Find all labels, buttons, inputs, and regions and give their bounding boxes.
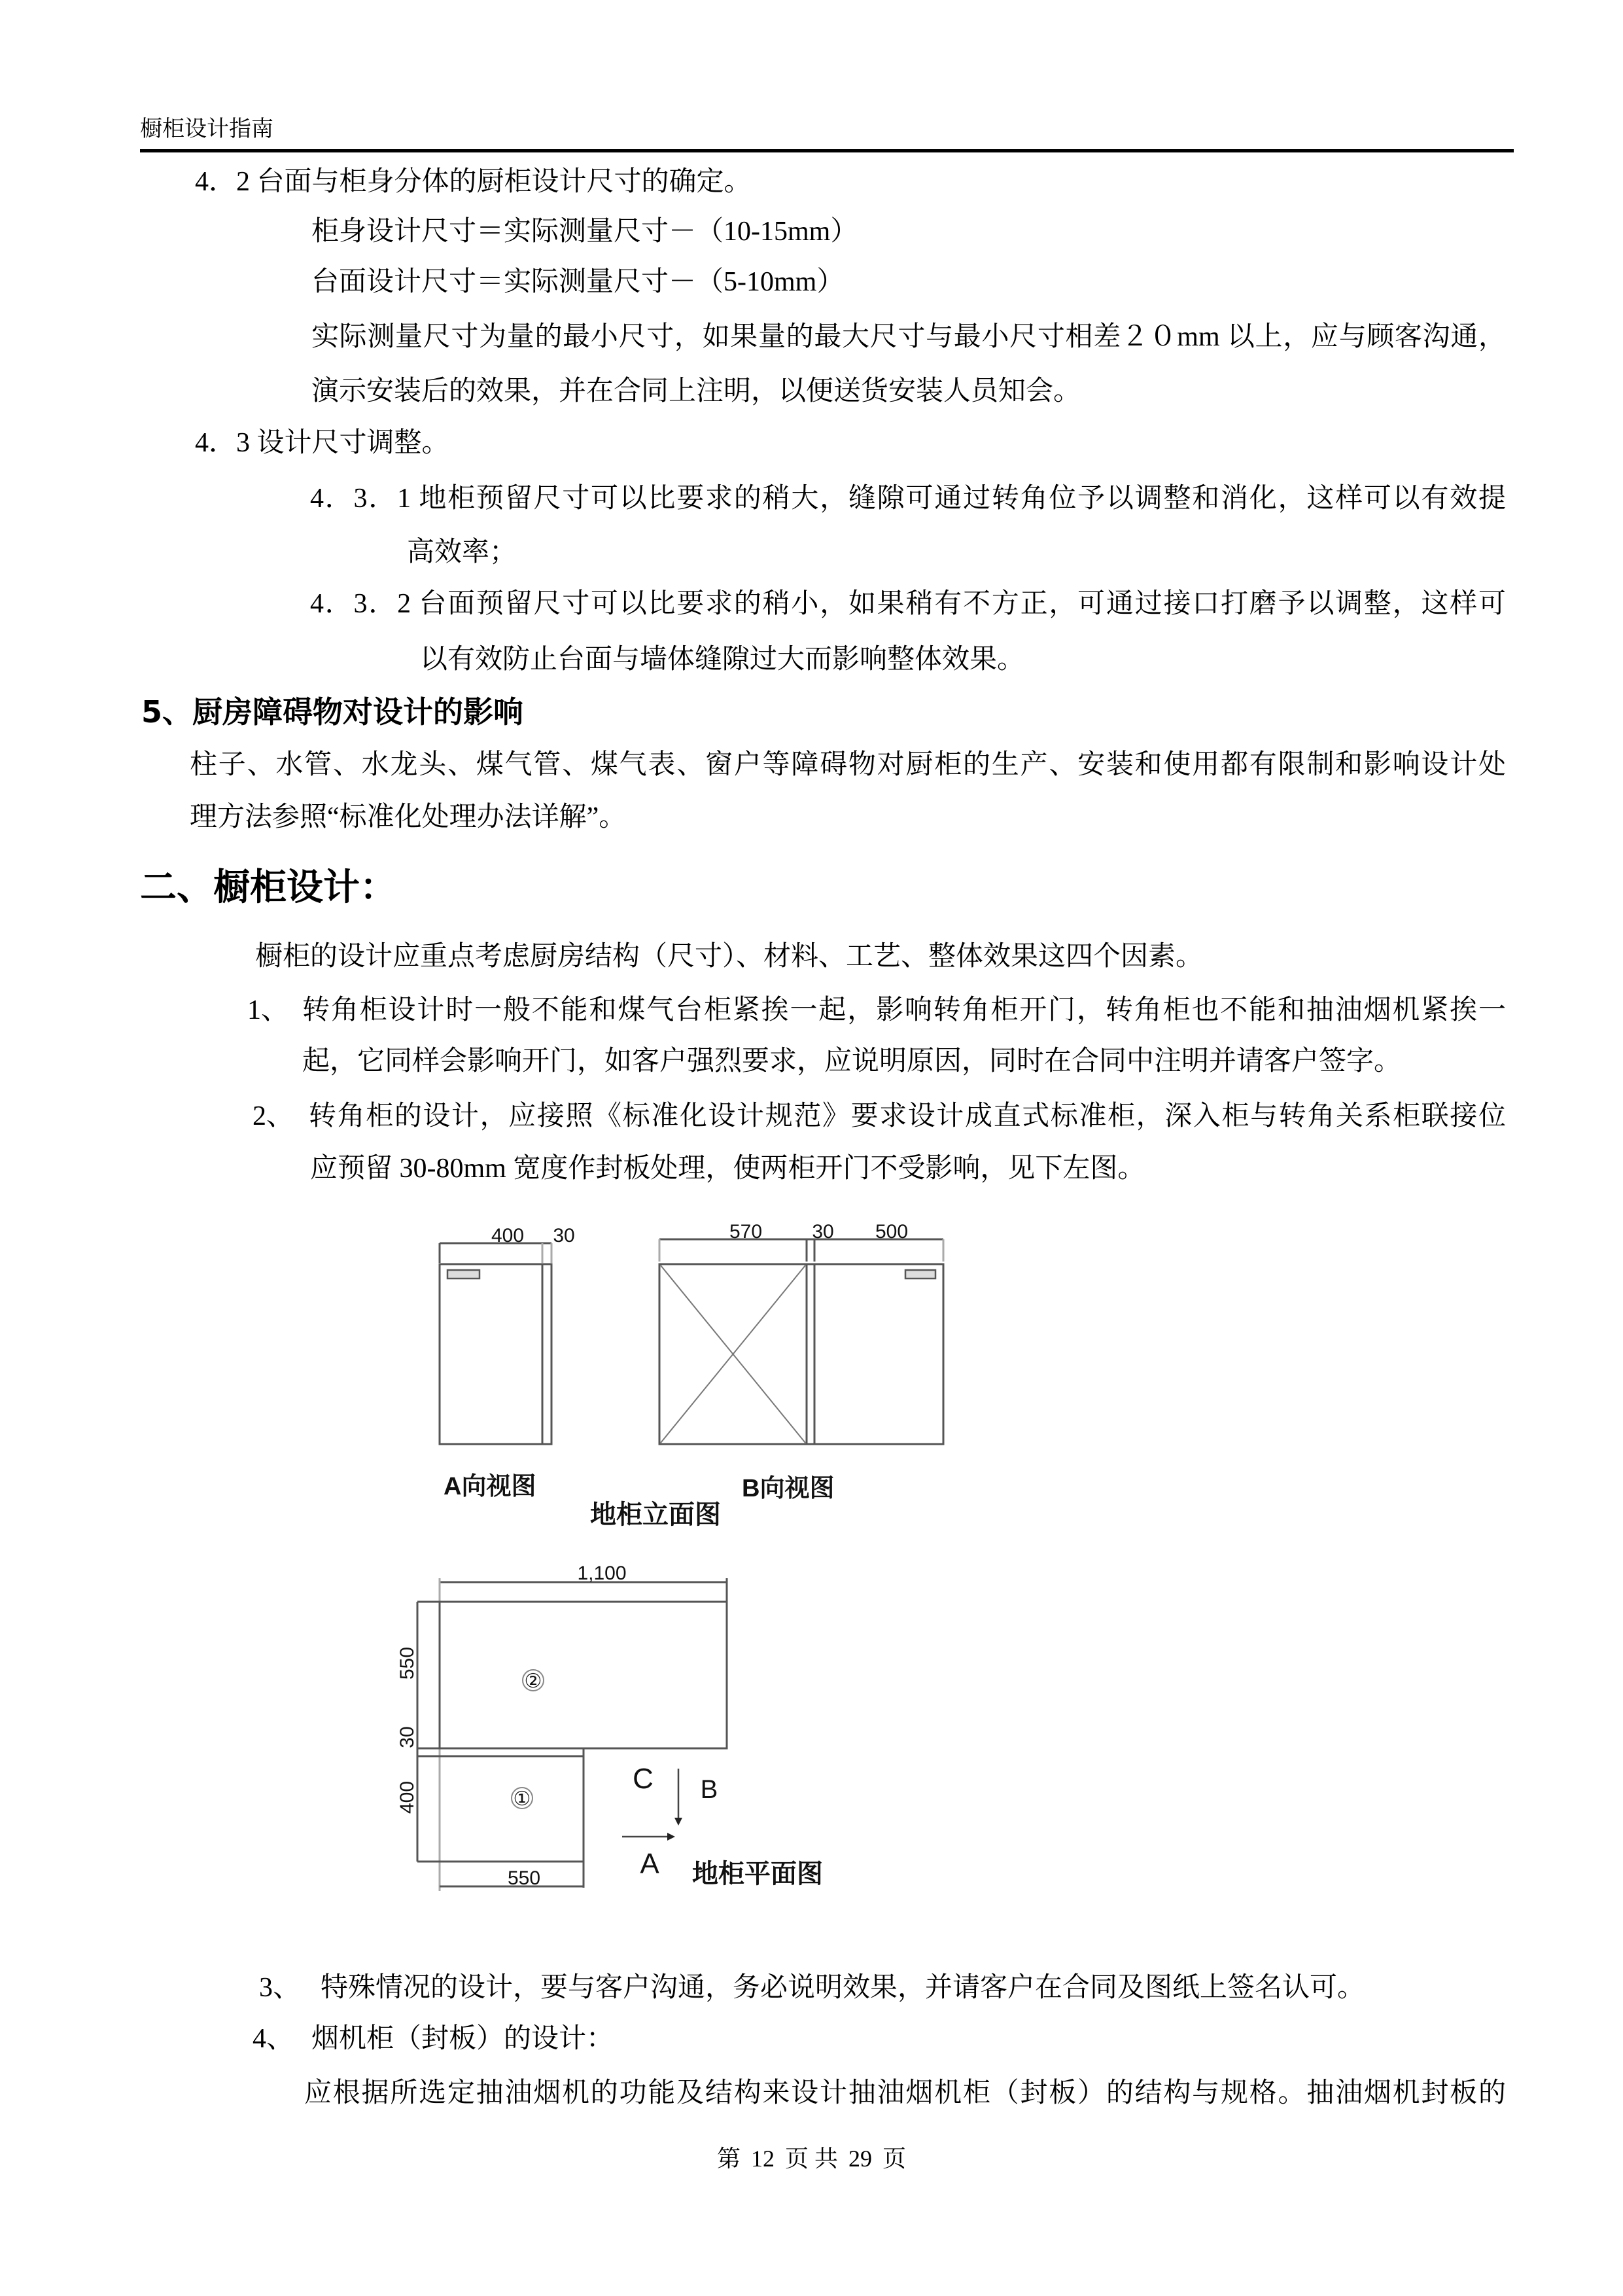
footer-total-pages: 29	[848, 2146, 872, 2172]
footer-suffix: 页	[882, 2146, 907, 2172]
cabinet-1-number: ①	[513, 1788, 531, 1810]
section-5-heading: 5、厨房障碍物对设计的影响	[141, 694, 524, 730]
formula-countertop: 台面设计尺寸＝实际测量尺寸－（5-10mm）	[311, 267, 845, 297]
formula-cabinet-body: 柜身设计尺寸＝实际测量尺寸－（10-15mm）	[311, 217, 858, 247]
item-4-text: 烟机柜（封板）的设计：	[311, 2024, 614, 2054]
item-2-line-2: 应预留 30-80mm 宽度作封板处理，使两柜开门不受影响，见下左图。	[310, 1154, 1145, 1184]
chapter-2-heading: 二、橱柜设计：	[140, 866, 396, 909]
view-b-handle	[905, 1270, 935, 1279]
direction-b-label: B	[700, 1775, 718, 1804]
view-a-dim-30: 30	[553, 1225, 575, 1246]
measurement-note-line-2: 演示安装后的效果，并在合同上注明，以便送货安装人员知会。	[311, 376, 1081, 406]
view-b-label: B向视图	[742, 1475, 835, 1502]
view-b-dim-30: 30	[812, 1221, 834, 1243]
view-a-dim-400: 400	[491, 1225, 525, 1246]
section-4-3-heading: 4．3 设计尺寸调整。	[195, 428, 449, 458]
plan-figure	[417, 1578, 727, 1891]
footer-page-number: 12	[750, 2146, 775, 2172]
view-b-dim-500: 500	[875, 1221, 909, 1243]
view-a-handle	[447, 1270, 480, 1279]
item-1-number: 1、	[247, 995, 289, 1025]
view-a-cabinet	[440, 1243, 551, 1444]
arrow-b-head	[674, 1818, 682, 1826]
elevation-caption: 地柜立面图	[590, 1500, 721, 1529]
item-3-number: 3、	[259, 1973, 301, 2003]
direction-a-label: A	[640, 1848, 659, 1880]
section-4-2-heading: 4．2 台面与柜身分体的厨柜设计尺寸的确定。	[195, 167, 752, 197]
view-a-cabinet-body	[440, 1264, 551, 1444]
item-2-line-1: 转角柜的设计，应接照《标准化设计规范》要求设计成直式标准柜，深入柜与转角关系柜联接位	[309, 1101, 1506, 1131]
plan-dim-550-bottom: 550	[507, 1867, 541, 1889]
page-footer	[0, 2144, 1623, 2174]
elevation-figure	[440, 1239, 943, 1444]
item-4-number: 4、	[253, 2024, 294, 2054]
cabinet-2-outline	[440, 1602, 727, 1748]
plan-caption: 地柜平面图	[692, 1860, 823, 1888]
arrow-a-head	[667, 1833, 675, 1841]
section-4-3-2-line-1: 4．3．2 台面预留尺寸可以比要求的稍小，如果稍有不方正，可通过接口打磨予以调整，这样可	[310, 589, 1506, 619]
section-4-3-2-line-2: 以有效防止台面与墙体缝隙过大而影响整体效果。	[420, 645, 1025, 675]
section-4-3-1-line-2: 高效率；	[407, 537, 517, 567]
item-1-line-1: 转角柜设计时一般不能和煤气台柜紧挨一起，影响转角柜开门，转角柜也不能和抽油烟机紧挨一	[302, 995, 1506, 1025]
section-4-3-1-line-1: 4．3．1 地柜预留尺寸可以比要求的稍大，缝隙可通过转角位予以调整和消化，这样可以有效提	[310, 484, 1506, 514]
chapter-2-intro: 橱柜的设计应重点考虑厨房结构（尺寸）、材料、工艺、整体效果这四个因素。	[255, 942, 1204, 972]
item-1-line-2: 起，它同样会影响开门，如客户强烈要求，应说明原因，同时在合同中注明并请客户签字。	[302, 1046, 1402, 1076]
item-2-number: 2、	[253, 1101, 294, 1131]
view-b-dim-570: 570	[729, 1221, 763, 1243]
direction-c-label: C	[633, 1763, 654, 1795]
footer-mid: 页 共	[784, 2146, 838, 2172]
plan-dim-400-left: 400	[396, 1780, 418, 1814]
view-a-label: A向视图	[444, 1473, 536, 1500]
plan-dim-1100: 1,100	[577, 1563, 627, 1584]
section-5-line-2: 理方法参照“标准化处理办法详解”。	[190, 802, 627, 832]
elevation-labels	[444, 1221, 908, 1529]
view-b-cabinets	[659, 1239, 943, 1444]
cabinet-2-number: ②	[524, 1670, 542, 1692]
section-5-line-1: 柱子、水管、水龙头、煤气管、煤气表、窗户等障碍物对厨柜的生产、安装和使用都有限制和影响设计处	[190, 750, 1506, 780]
plan-dim-30-left: 30	[396, 1726, 418, 1748]
view-b-outline	[659, 1264, 943, 1444]
running-header: 橱柜设计指南	[140, 116, 273, 142]
plan-labels	[396, 1563, 823, 1889]
footer-prefix: 第	[716, 2146, 741, 2172]
measurement-note-line-1: 实际测量尺寸为量的最小尺寸，如果量的最大尺寸与最小尺寸相差２０mm 以上，应与顾客沟通，	[311, 322, 1506, 352]
item-3-text: 特殊情况的设计，要与客户沟通，务必说明效果，并请客户在合同及图纸上签名认可。	[321, 1973, 1365, 2003]
item-4-paragraph: 应根据所选定抽油烟机的功能及结构来设计抽油烟机柜（封板）的结构与规格。抽油烟机封板的	[304, 2078, 1506, 2108]
plan-dim-550-left: 550	[396, 1646, 418, 1680]
